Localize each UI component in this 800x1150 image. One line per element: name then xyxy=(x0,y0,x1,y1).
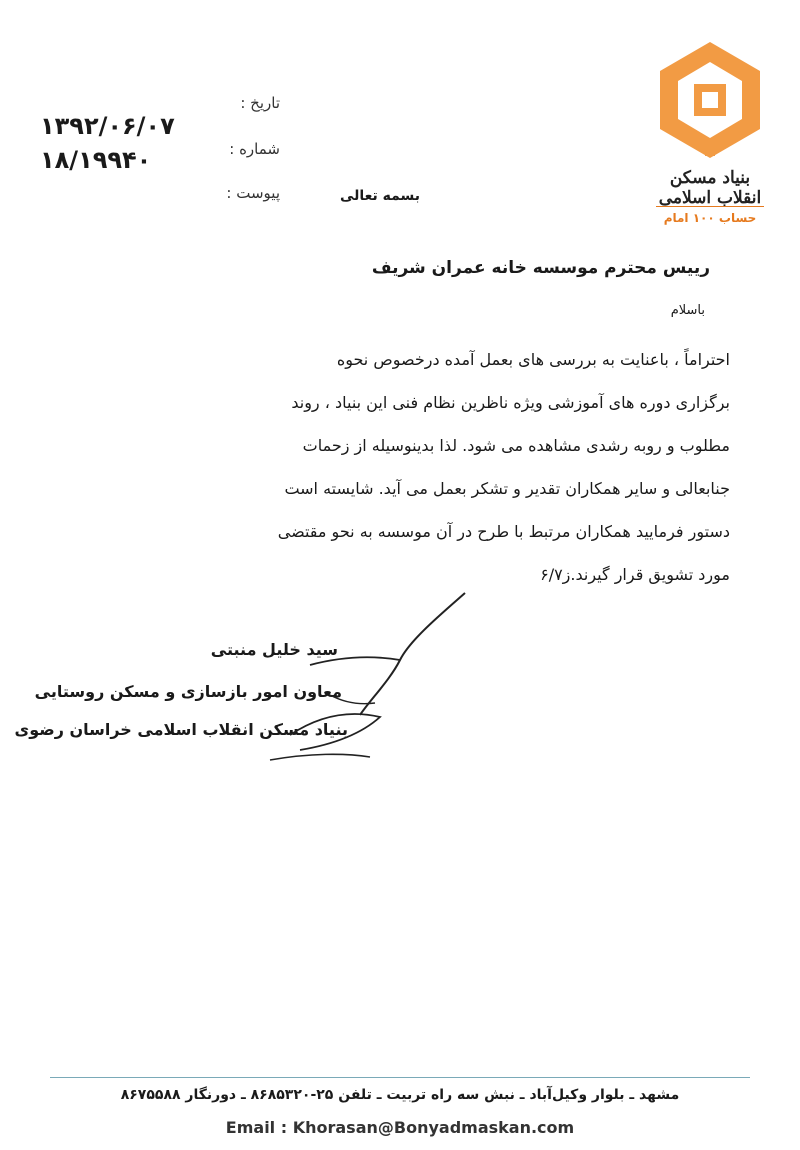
date-label: تاریخ : xyxy=(240,94,280,112)
handwritten-signature-icon xyxy=(250,585,480,780)
body-line: برگزاری دوره های آموزشی ویژه ناظرین نظام فنی این بنیاد ، روند xyxy=(291,393,730,412)
logo-org-name: بنیاد مسکن انقلاب اسلامی xyxy=(658,168,762,208)
letter-body xyxy=(70,350,730,600)
recipient-line: رییس محترم موسسه خانه عمران شریف xyxy=(371,258,710,278)
footer-address: مشهد ـ بلوار وکیل‌آباد ـ نبش سه راه تربیت ـ تلفن ۲۵-۸۶۸۵۳۲۰ ـ دورنگار ۸۶۷۵۵۸۸ xyxy=(120,1087,680,1103)
body-line: دستور فرمایید همکاران مرتبط با طرح در آن موسسه به نحو مقتضی xyxy=(277,522,730,541)
letter-number-value: ۱۸/۱۹۹۴۰ xyxy=(40,146,152,174)
footer-email: Email : Khorasan@Bonyadmaskan.com xyxy=(225,1118,575,1137)
attachment-label: پیوست : xyxy=(226,184,280,202)
footer-divider xyxy=(50,1077,750,1078)
signatory-name: سید خلیل منبتی xyxy=(210,640,338,659)
signatory-title: معاون امور بازسازی و مسکن روستایی xyxy=(34,682,342,701)
body-line: مطلوب و روبه رشدی مشاهده می شود. لذا بدینوسیله از زحمات xyxy=(302,436,730,455)
body-line: جنابعالی و سایر همکاران تقدیر و تشکر بعمل می آید. شایسته است xyxy=(284,479,730,498)
signatory-organization: بنیاد مسکن انقلاب اسلامی خراسان رضوی xyxy=(14,720,348,739)
letter-date-value: ۱۳۹۲/۰۶/۰۷ xyxy=(40,112,175,140)
bismillah: بسمه تعالی xyxy=(339,188,421,204)
number-label: شماره : xyxy=(229,140,280,158)
body-line: مورد تشویق قرار گیرند.ز۶/۷ xyxy=(540,565,730,584)
salutation: باسلام xyxy=(670,303,705,318)
body-line: احتراماً ، باعنایت به بررسی های بعمل آمده درخصوص نحوه xyxy=(336,350,730,369)
logo-subtitle: حساب ۱۰۰ امام xyxy=(656,206,764,227)
